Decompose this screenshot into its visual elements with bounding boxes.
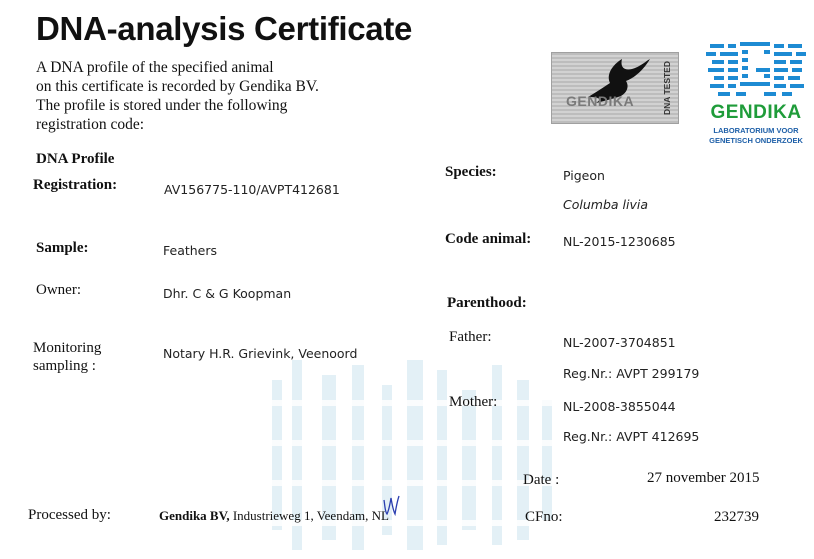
parenthood-heading: Parenthood: [447,295,527,311]
gendika-logo-mark-icon [706,40,806,100]
dna-tested-badge [551,52,679,124]
processed-by-company: Gendika BV, [159,508,230,523]
intro-line-1: A DNA profile of the specified animal [36,59,274,76]
intro-line-4: registration code: [36,116,145,133]
date-label: Date : [523,472,560,488]
sample-label: Sample: [36,240,89,256]
mother-code: NL-2008-3855044 [563,399,676,414]
certificate-title: DNA-analysis Certificate [36,10,413,47]
dna-profile-heading: DNA Profile [36,151,115,167]
father-reg-number: Reg.Nr.: AVPT 299179 [563,366,700,381]
mother-label: Mother: [449,394,498,410]
intro-text [36,58,356,134]
intro-line-2: on this certificate is recorded by Gendika BV. [36,78,319,95]
gendika-logo-name: GENDIKA [710,102,802,123]
signature-mark-icon [381,494,401,518]
code-animal-value: NL-2015-1230685 [563,234,676,249]
species-latin-name: Columba livia [563,197,648,212]
date-value: 27 november 2015 [647,470,760,486]
processed-by-address: Industrieweg 1, Veendam, NL [229,508,389,523]
species-common-name: Pigeon [563,168,605,183]
owner-value: Dhr. C & G Koopman [163,286,292,301]
monitoring-label-line-1: Monitoring [33,340,102,356]
cfno-label: CFno: [525,509,563,525]
monitoring-value: Notary H.R. Grievink, Veenoord [163,346,358,361]
processed-by-value [159,508,389,524]
intro-line-3: The profile is stored under the following [36,97,288,114]
processed-by-label: Processed by: [28,507,111,523]
gendika-logo-subtitle-line-1: LABORATORIUM VOOR [713,126,799,135]
monitoring-label-line-2: sampling : [33,358,96,374]
father-code: NL-2007-3704851 [563,335,676,350]
code-animal-label: Code animal: [445,231,532,247]
badge-brand-text: GENDIKA [566,93,635,109]
registration-value: AV156775-110/AVPT412681 [164,182,340,197]
species-label: Species: [445,164,497,180]
badge-dna-tested-text: DNA TESTED [662,61,672,115]
mother-reg-number: Reg.Nr.: AVPT 412695 [563,429,700,444]
registration-label: Registration: [33,177,118,193]
gendika-logo-subtitle-line-2: GENETISCH ONDERZOEK [709,136,803,145]
gendika-logo [706,40,806,152]
owner-label: Owner: [36,282,81,298]
father-label: Father: [449,329,492,345]
sample-value: Feathers [163,243,218,258]
gendika-logo-subtitle [706,126,806,146]
cfno-value: 232739 [714,509,759,525]
